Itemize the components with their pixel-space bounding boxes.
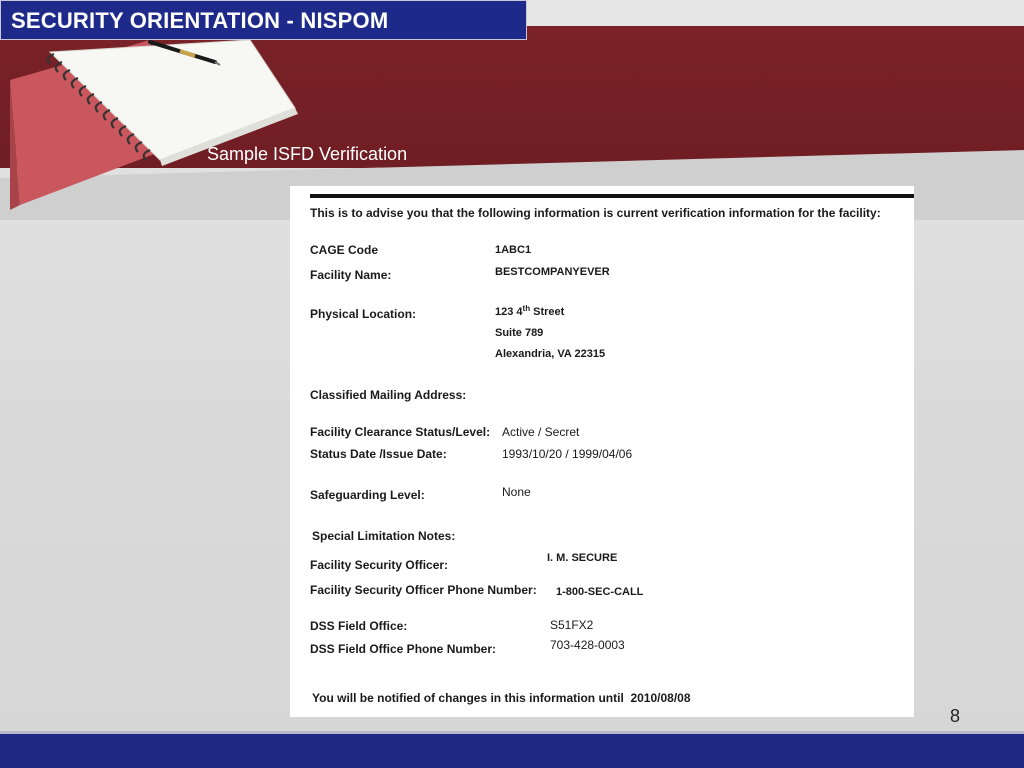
facility-name-label: Facility Name: xyxy=(310,268,392,282)
clearance-value: Active / Secret xyxy=(502,425,580,439)
status-date-label: Status Date /Issue Date: xyxy=(310,447,447,461)
address-line-3: Alexandria, VA 22315 xyxy=(495,348,606,360)
clearance-label: Facility Clearance Status/Level: xyxy=(310,425,491,439)
dss-office-value: S51FX2 xyxy=(550,618,594,632)
dss-office-label: DSS Field Office: xyxy=(310,619,408,633)
footer-band xyxy=(0,734,1024,768)
dss-phone-value: 703-428-0003 xyxy=(550,638,625,652)
safeguarding-value: None xyxy=(502,485,531,499)
notice-date: 2010/08/08 xyxy=(630,691,691,705)
safeguarding-label: Safeguarding Level: xyxy=(310,488,425,502)
notice-text: You will be notified of changes in this information until 2010/08/08 xyxy=(312,691,691,705)
address-line-1: 123 4th Street xyxy=(495,304,565,318)
document-top-rule xyxy=(310,194,914,198)
intro-text: This is to advise you that the following information is current verification information for the facility: xyxy=(310,206,881,220)
page-number: 8 xyxy=(950,706,961,726)
slide-subtitle: Sample ISFD Verification xyxy=(207,144,408,164)
address-line-2: Suite 789 xyxy=(495,327,544,339)
cage-code-value: 1ABC1 xyxy=(495,244,532,256)
mailing-address-label: Classified Mailing Address: xyxy=(310,388,467,402)
status-date-value: 1993/10/20 / 1999/04/06 xyxy=(502,447,633,461)
verification-document xyxy=(290,186,914,717)
title-bar xyxy=(0,0,527,40)
fso-label: Facility Security Officer: xyxy=(310,558,449,572)
physical-location-label: Physical Location: xyxy=(310,307,417,321)
notebook-illustration xyxy=(10,40,310,210)
dss-phone-label: DSS Field Office Phone Number: xyxy=(310,642,497,656)
cage-code-label: CAGE Code xyxy=(310,243,379,257)
fso-phone-value: 1-800-SEC-CALL xyxy=(556,586,644,598)
slide-title: SECURITY ORIENTATION - NISPOM xyxy=(11,8,389,33)
special-limitation-label: Special Limitation Notes: xyxy=(312,529,456,543)
fso-value: I. M. SECURE xyxy=(547,552,618,564)
facility-name-value: BESTCOMPANYEVER xyxy=(495,266,610,278)
fso-phone-label: Facility Security Officer Phone Number: xyxy=(310,583,537,597)
